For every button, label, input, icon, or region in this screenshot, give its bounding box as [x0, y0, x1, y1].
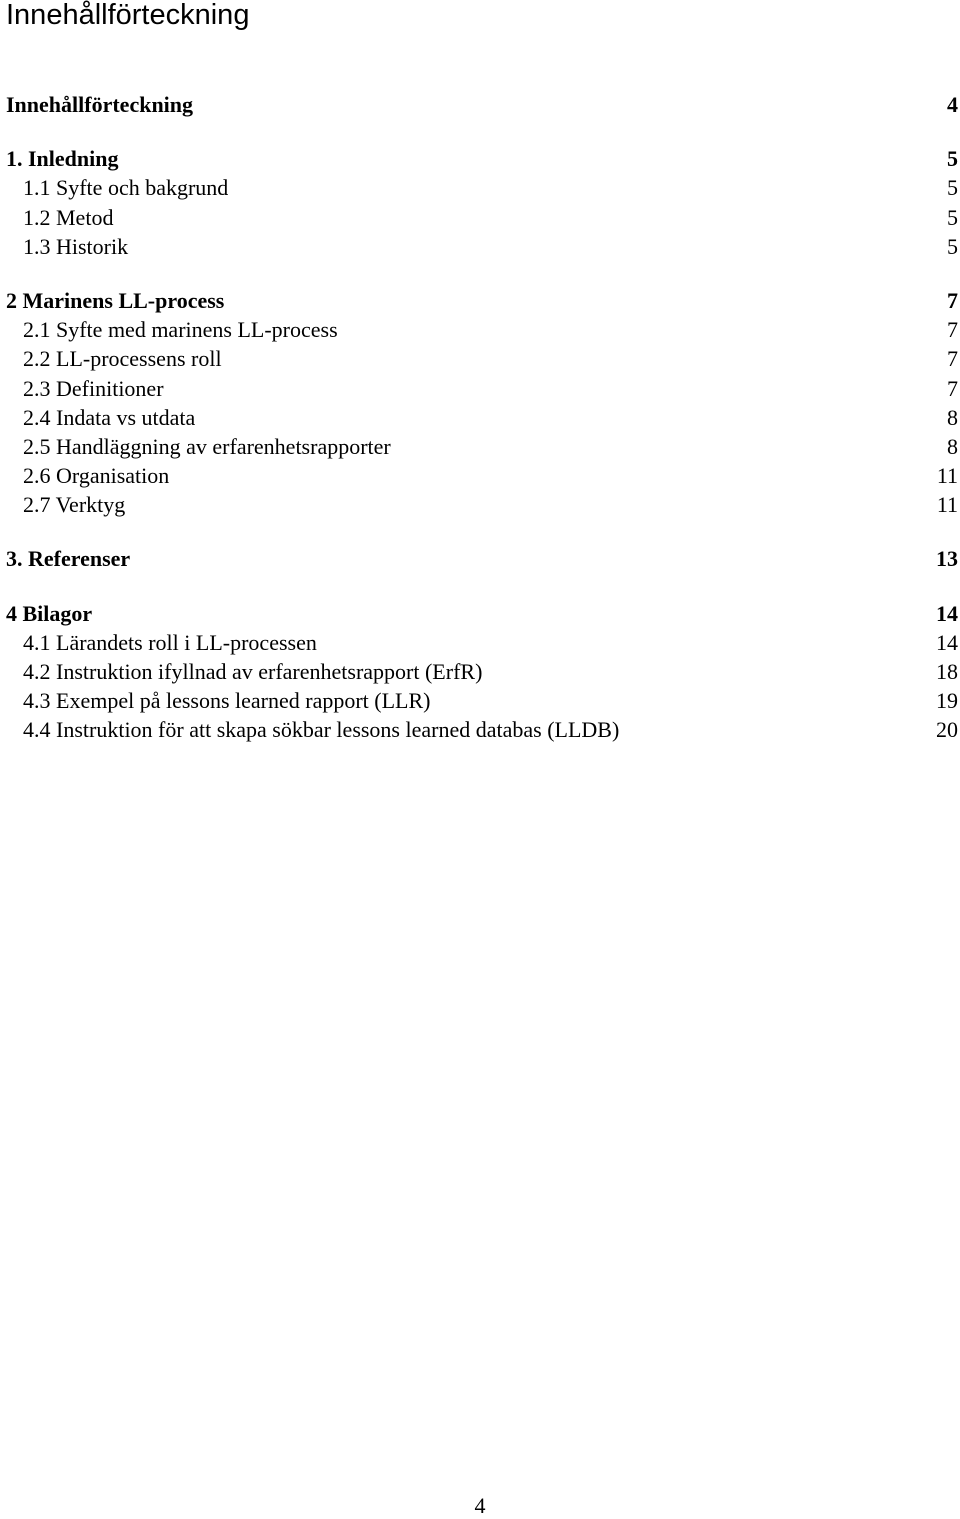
- table-of-contents: [6, 90, 960, 745]
- toc-entry-page: 5: [947, 204, 958, 230]
- toc-entry-page: 8: [947, 404, 958, 430]
- toc-entry-page: 20: [936, 717, 958, 743]
- toc-entry-label: 2.2 LL-processens roll: [23, 346, 222, 372]
- toc-entry[interactable]: [6, 544, 960, 573]
- toc-entry-label: 2.4 Indata vs utdata: [23, 404, 196, 430]
- toc-entry-label: 1.3 Historik: [23, 233, 129, 259]
- toc-entry[interactable]: [6, 203, 960, 232]
- toc-entry[interactable]: [6, 715, 960, 744]
- toc-entry-label: 3. Referenser: [6, 546, 131, 572]
- toc-entry-label: 2.1 Syfte med marinens LL-process: [23, 317, 338, 343]
- page-number: 4: [474, 1493, 486, 1518]
- toc-entry-page: 14: [936, 629, 958, 655]
- toc-entry-page: 5: [947, 175, 958, 201]
- toc-entry-label: 4.1 Lärandets roll i LL-processen: [23, 629, 317, 655]
- toc-entry-page: 13: [936, 546, 958, 572]
- toc-entry-page: 7: [947, 287, 958, 313]
- toc-entry-label: 4.4 Instruktion för att skapa sökbar lessons learned databas (LLDB): [23, 717, 620, 743]
- toc-entry-label: 2.6 Organisation: [23, 463, 170, 489]
- toc-entry-page: 7: [947, 317, 958, 343]
- toc-entry-label: Innehållförteckning: [6, 92, 194, 117]
- toc-entry[interactable]: [6, 686, 960, 715]
- toc-entry-page: 11: [936, 463, 958, 489]
- toc-entry-page: 18: [936, 659, 958, 684]
- toc-entry-page: 8: [947, 433, 958, 459]
- page-title: Innehållförteckning: [6, 0, 250, 31]
- toc-entry-label: 2.7 Verktyg: [23, 492, 126, 518]
- toc-entry[interactable]: [6, 344, 960, 373]
- toc-entry-label: 4.3 Exempel på lessons learned rapport (LLR): [23, 688, 431, 714]
- toc-entry[interactable]: [6, 90, 960, 119]
- toc-entry[interactable]: [6, 144, 960, 173]
- toc-entry[interactable]: [6, 628, 960, 657]
- toc-entry[interactable]: [6, 315, 960, 344]
- toc-entry-page: 11: [936, 492, 958, 518]
- toc-entry-page: 5: [947, 233, 958, 259]
- toc-entry-label: 2.5 Handläggning av erfarenhetsrapporter: [23, 433, 391, 459]
- toc-entry-page: 14: [936, 600, 958, 626]
- toc-entry-label: 4.2 Instruktion ifyllnad av erfarenhetsrapport (ErfR): [23, 659, 483, 684]
- toc-entry-label: 1.1 Syfte och bakgrund: [23, 175, 229, 201]
- toc-entry[interactable]: [6, 657, 960, 686]
- toc-entry[interactable]: [6, 403, 960, 432]
- toc-entry[interactable]: [6, 173, 960, 202]
- toc-entry-page: 7: [947, 346, 958, 372]
- toc-entry[interactable]: [6, 432, 960, 461]
- toc-entry-page: 4: [947, 92, 958, 117]
- toc-entry-page: 5: [947, 146, 958, 172]
- toc-entry-label: 2.3 Definitioner: [23, 375, 164, 401]
- toc-entry-page: 19: [936, 688, 958, 714]
- toc-entry-label: 4 Bilagor: [6, 600, 93, 626]
- toc-entry[interactable]: [6, 374, 960, 403]
- toc-entry[interactable]: [6, 599, 960, 628]
- toc-entry[interactable]: [6, 490, 960, 519]
- toc-entry-label: 1.2 Metod: [23, 204, 114, 230]
- toc-entry-page: 7: [947, 375, 958, 401]
- toc-entry[interactable]: [6, 461, 960, 490]
- toc-entry-label: 1. Inledning: [6, 146, 119, 172]
- toc-entry[interactable]: [6, 232, 960, 261]
- toc-entry-label: 2 Marinens LL-process: [6, 287, 225, 313]
- toc-entry[interactable]: [6, 286, 960, 315]
